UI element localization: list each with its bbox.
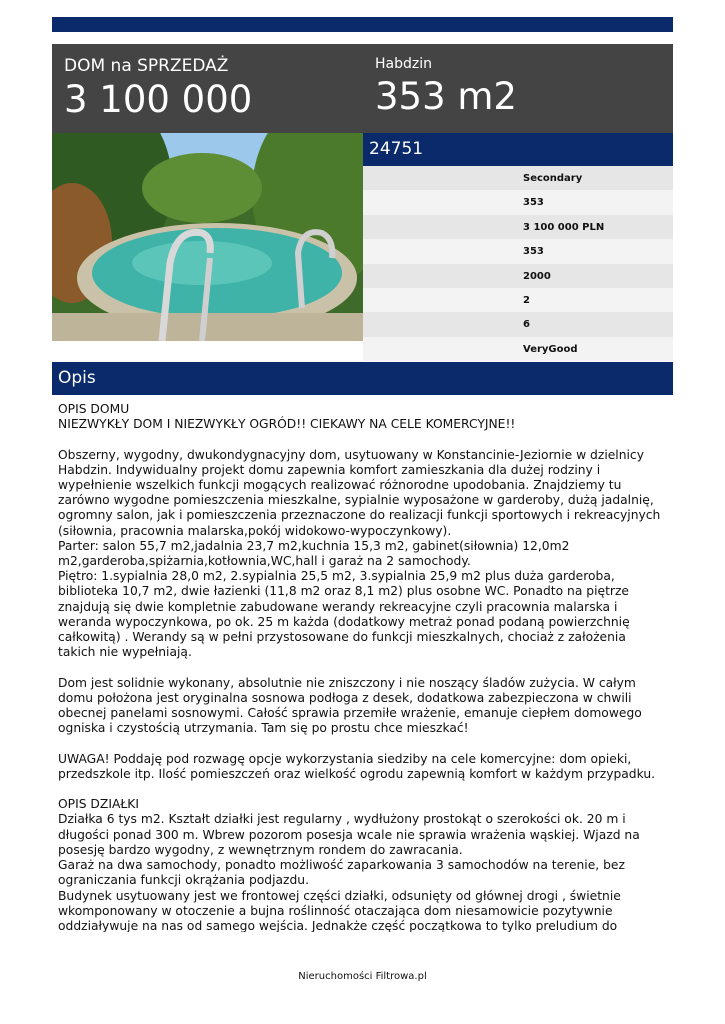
param-row: [363, 166, 673, 190]
listing-area: 353 m2: [375, 75, 517, 118]
description-text: OPIS DOMU NIEZWYKŁY DOM I NIEZWYKŁY OGRÓD!! CIEKAWY NA CELE KOMERCYJNE!! Obszerny, wygodny, dwukondygnacyjny dom, usytuowany w Konstancinie-Jeziornie w dzielnicy Habdzin. Indywidualny projekt domu zapewnia komfort zamieszkania dla dużej rodziny i wypełnienie wszelkich funkcji mogących realizować różnorodne upodobania. Znajdziemy tu zarówno wygodne pomieszczenia mieszkalne, sypialnie wyposażone w garderoby, dużą jadalnię, ogromny salon, jak i pomieszczenia przeznaczone do realizacji funkcji sportowych i rekreacyjnych (siłownia, pracownia malarska,pokój widokowo-wypoczynkowy). Parter: salon 55,7 m2,jadalnia 23,7 m2,kuchnia 15,3 m2, gabinet(siłownia) 12,0m2 m2,garderoba,spiżarnia,kotłownia,WC,hall i garaż na 2 samochody. Piętro: 1.sypialnia 28,0 m2, 2.sypialnia 25,5 m2, 3.sypialnia 25,9 m2 plus duża garderoba, biblioteka 10,7 m2, dwie łazienki (11,8 m2 oraz 8,1 m2) plus osobne WC. Ponadto na piętrze znajdują się dwie kompletnie zabudowane werandy rekreacyjne czyli pracownia malarska i weranda wypoczynkowa, po ok. 25 m każda (dodatkowy metraż ponad podaną powierzchnię całkowitą) . Werandy są w pełni przystosowane do funkcji mieszkalnych, chociaż z założenia takich nie wypełniają. Dom jest solidnie wykonany, absolutnie nie zniszczony i nie noszący śladów zużycia. W całym domu położona jest oryginalna sosnowa podłoga z desek, dodatkowa zabezpieczona w chwili obecnej panelami sosnowymi. Całość sprawia przemiłe wrażenie, emanuje ciepłem domowego ogniska i czystością utrzymania. Tam się po prostu chce mieszkać! UWAGA! Poddaję pod rozwagę opcje wykorzystania siedziby na cele komercyjne: dom opieki, przedszkole itp. Ilość pomieszczeń oraz wielkość ogrodu zapewnią komfort w każdym przypadku. OPIS DZIAŁKI Działka 6 tys m2. Kształt działki jest regularny , wydłużony prostokąt o szerokości ok. 20 m i długości ponad 300 m. Wbrew pozorom posesja wcale nie sprawia wrażenia wąskiej. Wjazd na posesję bardzo wygodny, z wewnętrznym rondem do zawracania. Garaż na dwa samochody, ponadto możliwość zaparkowania 3 samochodów na terenie, bez ograniczania funkcji okrążania podjazdu. Budynek usytuowany jest we frontowej części działki, odsunięty od głównej drogi , świetnie wkomponowany w otoczenie a bujna roślinność otaczająca dom niesamowicie pozytywnie oddziaływuje na nas od samego wejścia. Jednakże część początkowa to tylko preludium do: [58, 402, 661, 932]
param-row: [363, 190, 673, 214]
property-photo: [52, 133, 363, 341]
param-value: 353: [523, 246, 544, 258]
description-heading-bar: [52, 362, 673, 395]
listing-header: [52, 44, 673, 133]
param-row: [363, 215, 673, 239]
listing-id: 24751: [369, 139, 424, 159]
param-value: 6: [523, 319, 530, 331]
param-row: [363, 337, 673, 361]
listing-type: DOM na SPRZEDAŻ: [64, 56, 229, 76]
footer-agency: Nieruchomości Filtrowa.pl: [298, 971, 427, 982]
param-value: 353: [523, 197, 544, 209]
header-left: [64, 56, 252, 122]
listing-city: Habdzin: [375, 56, 432, 72]
param-value: 3 100 000 PLN: [523, 221, 605, 233]
param-row: [363, 264, 673, 288]
param-row: [363, 239, 673, 263]
listing-id-bar: [363, 133, 673, 166]
parameters-table: [363, 166, 673, 361]
listing-price: 3 100 000: [64, 78, 253, 121]
param-value: 2: [523, 294, 530, 306]
description-heading: Opis: [58, 368, 96, 388]
param-value: VeryGood: [523, 343, 578, 355]
param-row: [363, 288, 673, 312]
param-value: Secondary: [523, 173, 583, 184]
top-accent-bar: [52, 17, 673, 32]
param-row: [363, 312, 673, 336]
header-right: [375, 56, 517, 119]
param-value: 2000: [523, 270, 551, 282]
